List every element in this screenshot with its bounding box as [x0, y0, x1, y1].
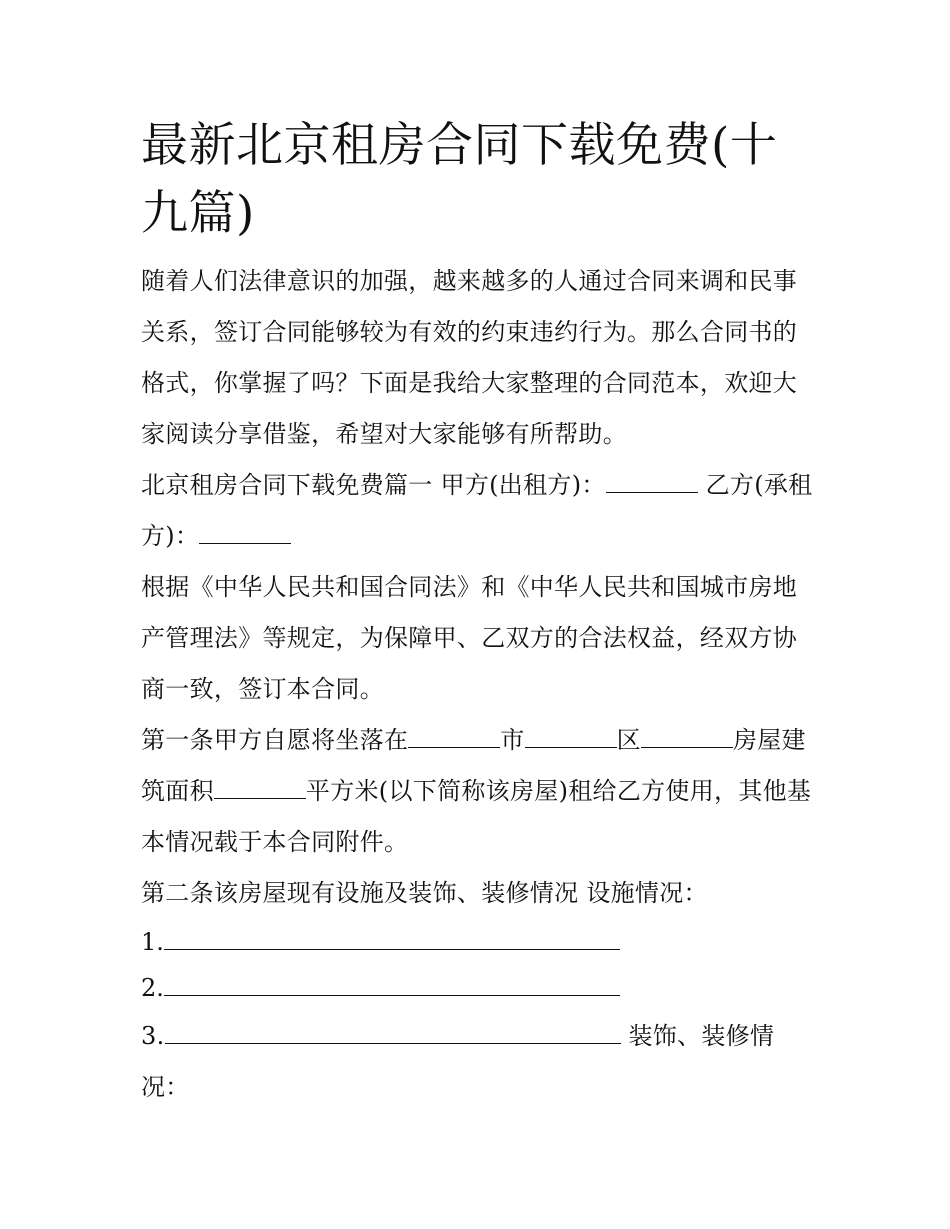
article-1-rest: 平方米(以下简称该房屋)租给乙方使用，其他基本情况载于本合同附件。 [141, 777, 812, 856]
article-1-paragraph [141, 715, 821, 868]
facility-item-2-blank [164, 977, 620, 996]
intro-paragraph: 随着人们法律意识的加强，越来越多的人通过合同来调和民事关系，签订合同能够较为有效的约束违约行为。那么合同书的格式，你掌握了吗？下面是我给大家整理的合同范本，欢迎大家阅读分享借鉴，希望对大家能够有所帮助。 [141, 267, 798, 448]
facility-item-3-blank [165, 1025, 621, 1044]
district-blank [525, 729, 617, 748]
decoration-label: 装饰、装修情况： [141, 1022, 775, 1101]
party-a-label: 北京租房合同下载免费篇一 甲方(出租方)： [141, 471, 606, 499]
facility-item-3 [141, 1011, 821, 1113]
district-label: 区 [616, 726, 641, 754]
location-blank [641, 729, 733, 748]
party-a-blank [606, 474, 698, 493]
facility-item-1-number: 1. [141, 928, 164, 956]
facility-item-3-number: 3. [141, 1022, 165, 1050]
document-page [141, 112, 821, 1113]
house-area-label: 房屋建筑面积 [141, 726, 806, 805]
document-title: 最新北京租房合同下载免费(十九篇) [141, 118, 778, 241]
parties-paragraph [141, 460, 821, 562]
party-b-blank [199, 525, 291, 544]
article-1-prefix: 第一条甲方自愿将坐落在 [141, 726, 409, 754]
facility-item-1-blank [164, 931, 620, 950]
area-blank [214, 780, 306, 799]
article-2-heading: 第二条该房屋现有设施及装饰、装修情况 设施情况： [141, 879, 708, 907]
facility-item-2-number: 2. [141, 974, 164, 1002]
law-paragraph: 根据《中华人民共和国合同法》和《中华人民共和国城市房地产管理法》等规定，为保障甲、乙双方的合法权益，经双方协商一致，签订本合同。 [141, 573, 798, 703]
party-b-label: 乙方(承租方)： [141, 471, 813, 550]
city-label: 市 [500, 726, 525, 754]
facility-item-2 [141, 965, 821, 1011]
facility-item-1 [141, 919, 821, 965]
city-blank [408, 729, 500, 748]
